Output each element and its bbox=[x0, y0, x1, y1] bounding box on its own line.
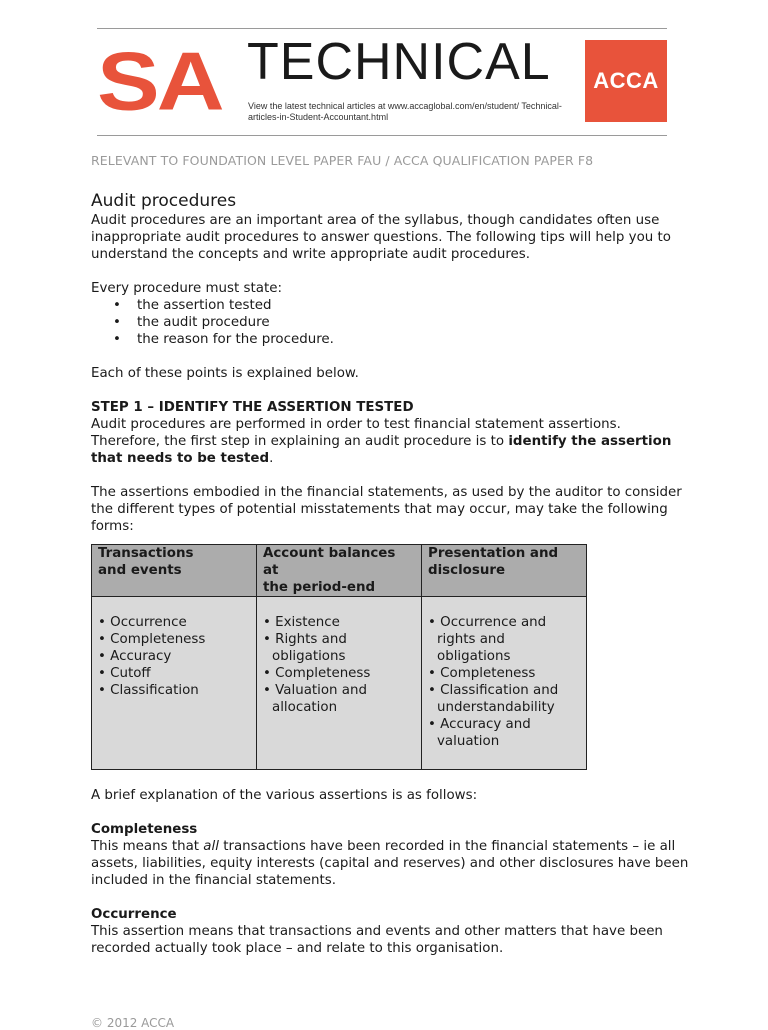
explained-below: Each of these points is explained below. bbox=[91, 366, 359, 381]
table-header-balances: Account balances at the period-end bbox=[257, 545, 422, 597]
bullet-icon: • bbox=[113, 315, 121, 330]
list-item: • Completeness bbox=[98, 632, 206, 647]
table-header-presentation: Presentation and disclosure bbox=[422, 545, 587, 597]
list-item: • the audit procedure bbox=[113, 315, 270, 330]
list-item: • Classification and understandability bbox=[428, 683, 559, 715]
list-item: • Rights and obligations bbox=[263, 632, 347, 664]
page-title: Audit procedures bbox=[91, 191, 237, 211]
step1-paragraph: Audit procedures are performed in order to test financial statement assertions. Therefore, the first step in explaining an audit procedure is to identify the assertion that needs to be tested. bbox=[91, 417, 672, 466]
bullet-icon: • bbox=[113, 332, 121, 347]
list-item: • Completeness bbox=[428, 666, 536, 681]
list-item: • Cutoff bbox=[98, 666, 151, 681]
list-item: • Existence bbox=[263, 615, 340, 630]
banner-top-rule bbox=[97, 28, 667, 29]
must-state-lead: Every procedure must state: bbox=[91, 281, 282, 296]
completeness-paragraph: This means that all transactions have been recorded in the financial statements – ie all assets, liabilities, equity interests (capital and reserves) and other disclosures have been included in the financial statements. bbox=[91, 839, 689, 888]
occurrence-heading: Occurrence bbox=[91, 907, 177, 922]
list-item: • Accuracy and valuation bbox=[428, 717, 531, 749]
list-item: • the assertion tested bbox=[113, 298, 272, 313]
assertions-paragraph: The assertions embodied in the financial statements, as used by the auditor to consider the different types of potential misstatements that may occur, may take the following forms: bbox=[91, 485, 682, 534]
brief-explanation: A brief explanation of the various assertions is as follows: bbox=[91, 788, 478, 803]
bullet-icon: • bbox=[113, 298, 121, 313]
list-item: • the reason for the procedure. bbox=[113, 332, 334, 347]
relevant-to-paper: RELEVANT TO FOUNDATION LEVEL PAPER FAU / ACCA QUALIFICATION PAPER F8 bbox=[91, 153, 594, 168]
article-body bbox=[91, 191, 691, 957]
must-state-list bbox=[91, 297, 691, 348]
table-cell-transactions bbox=[92, 597, 257, 770]
table-header-transactions: Transactions and events bbox=[92, 545, 257, 597]
occurrence-paragraph: This assertion means that transactions and events and other matters that have been recorded actually took place – and relate to this organisation. bbox=[91, 924, 663, 956]
list-item: • Classification bbox=[98, 683, 199, 698]
sa-logo: SA bbox=[97, 34, 222, 128]
technical-articles-note: View the latest technical articles at www.accaglobal.com/en/student/ Technical-articles-in-Student-Accountant.html bbox=[248, 101, 562, 122]
completeness-heading: Completeness bbox=[91, 822, 198, 837]
list-item: • Valuation and allocation bbox=[263, 683, 367, 715]
step1-heading: STEP 1 – IDENTIFY THE ASSERTION TESTED bbox=[91, 400, 414, 415]
assertions-table bbox=[91, 544, 587, 770]
header-banner bbox=[97, 28, 667, 136]
list-item: • Completeness bbox=[263, 666, 371, 681]
intro-paragraph: Audit procedures are an important area of the syllabus, though candidates often use inappropriate audit procedures to answer questions. The following tips will help you to understand the concepts and write appropriate audit procedures. bbox=[91, 213, 671, 262]
table-cell-balances bbox=[257, 597, 422, 770]
copyright-footer: © 2012 ACCA bbox=[91, 1016, 175, 1030]
table-cell-presentation bbox=[422, 597, 587, 770]
acca-logo: ACCA bbox=[585, 40, 667, 122]
list-item: • Accuracy bbox=[98, 649, 172, 664]
technical-title: TECHNICAL bbox=[247, 33, 551, 91]
step1-bold-phrase: identify the assertion that needs to be tested bbox=[91, 434, 672, 466]
banner-bottom-rule bbox=[97, 135, 667, 136]
list-item: • Occurrence bbox=[98, 615, 187, 630]
list-item: • Occurrence and rights and obligations bbox=[428, 615, 547, 664]
